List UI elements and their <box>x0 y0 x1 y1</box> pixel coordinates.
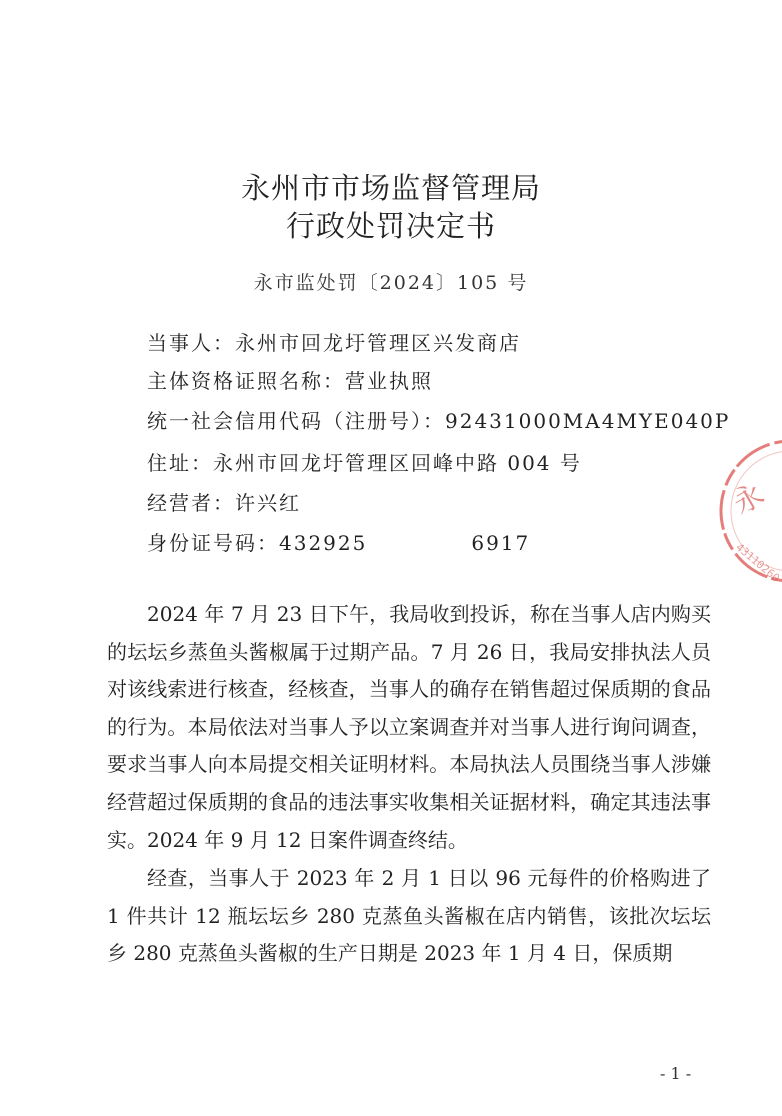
address-line: 住址：永州市回龙圩管理区回峰中路 004 号 <box>147 451 582 475</box>
id-number-suffix: 6917 <box>471 531 531 555</box>
official-seal <box>716 436 782 586</box>
page-number: - 1 - <box>660 1064 692 1083</box>
operator-line: 经营者：许兴红 <box>147 491 301 515</box>
document-title: 永州市市场监督管理局 <box>240 171 541 205</box>
body-paragraph: 经查，当事人于 2023 年 2 月 1 日以 96 元每件的价格购进了 1 件共计 12 瓶坛坛乡 280 克蒸鱼头酱椒在店内销售，该批次坛坛乡 280 克蒸鱼头酱椒的生产日期是 2023 年 1 月 4 日，保质期 <box>107 866 711 966</box>
document-number: 永市监处罚〔2024〕105 号 <box>253 272 529 294</box>
id-number-prefix: 身份证号码：432925 <box>147 531 368 555</box>
svg-text:永: 永 <box>726 476 771 522</box>
svg-text:43110260: 43110260 <box>733 540 782 585</box>
document-subtitle: 行政处罚决定书 <box>285 209 496 243</box>
party-name-line: 当事人：永州市回龙圩管理区兴发商店 <box>147 331 521 355</box>
body-paragraph: 2024 年 7 月 23 日下午，我局收到投诉，称在当事人店内购买的坛坛乡蒸鱼头酱椒属于过期产品。7 月 26 日，我局安排执法人员对该线索进行核查，经核查，当事人的确存在销售超过保质期的食品的行为。本局依法对当事人予以立案调查并对当事人进行询问调查，要求当事人向本局提交相关证明材料。本局执法人员围绕当事人涉嫌经营超过保质期的食品的违法事实收集相关证据材料，确定其违法事实。2024 年 9 月 12 日案件调查终结。 <box>107 602 711 852</box>
certificate-line: 主体资格证照名称：营业执照 <box>147 369 433 393</box>
credit-code-line: 统一社会信用代码（注册号）：92431000MA4MYE040P <box>147 409 731 433</box>
id-number-line <box>147 527 530 556</box>
